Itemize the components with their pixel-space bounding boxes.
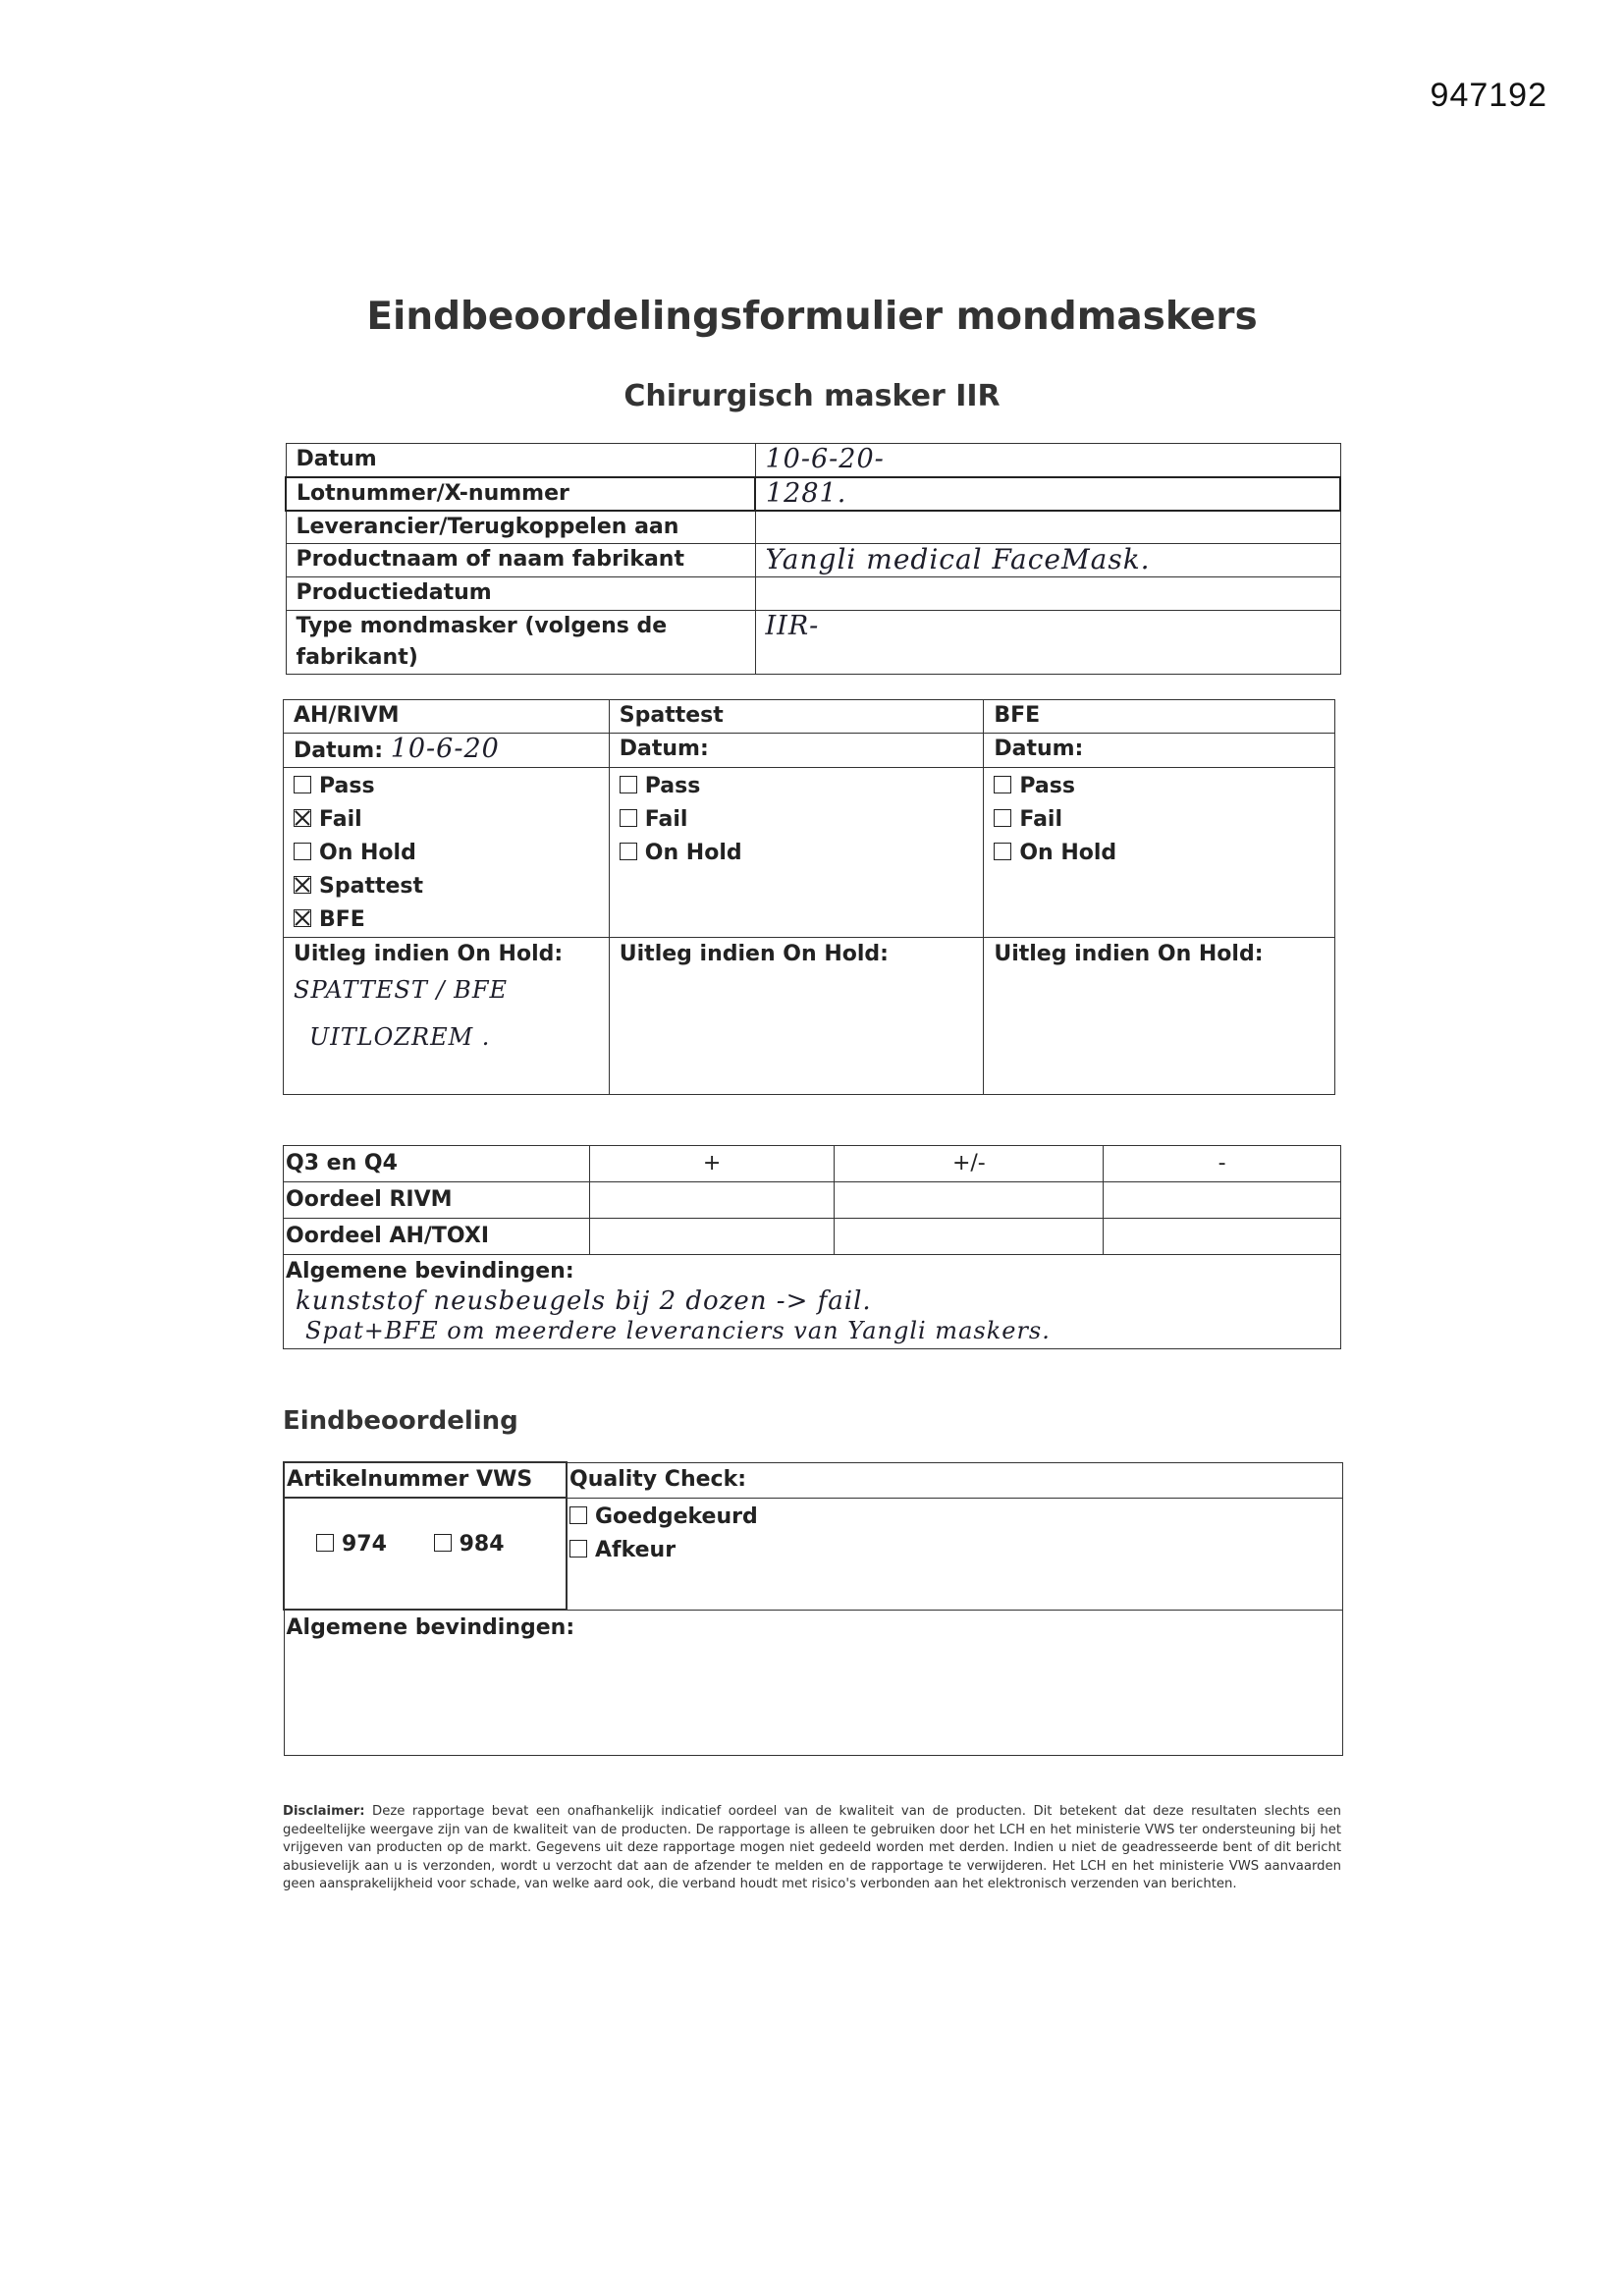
ah-on-hold-option[interactable]: On Hold — [294, 837, 599, 870]
checkbox-icon — [316, 1534, 334, 1552]
assessment-table — [283, 699, 1335, 1095]
oordeel-ah-minus-cell[interactable] — [1104, 1219, 1341, 1255]
eindbeoordeling-table — [283, 1461, 1343, 1756]
plus-header: + — [589, 1146, 835, 1182]
ah-datum-value[interactable]: 10-6-20 — [390, 734, 500, 764]
page-title: Eindbeoordelingsformulier mondmaskers — [366, 295, 1258, 339]
spattest-uitleg-label: Uitleg indien On Hold: — [609, 938, 984, 1095]
ah-datum-label: Datum: — [294, 738, 384, 763]
checkbox-icon — [294, 776, 311, 793]
bevindingen-note-line2[interactable]: Spat+BFE om meerdere leveranciers van Yangli maskers. — [305, 1317, 1051, 1344]
page-subtitle: Chirurgisch masker IIR — [623, 379, 1001, 413]
spattest-fail-option[interactable]: Fail — [620, 803, 974, 837]
info-value-productiedatum[interactable] — [755, 577, 1340, 611]
afkeur-option[interactable]: Afkeur — [569, 1534, 1340, 1567]
checkbox-icon — [620, 776, 637, 793]
info-value-productnaam[interactable]: Yangli medical FaceMask. — [755, 544, 1340, 577]
oordeel-rivm-plusminus-cell[interactable] — [835, 1182, 1104, 1219]
algemene-bevindingen-cell — [284, 1255, 1341, 1349]
option-984[interactable]: 984 — [434, 1532, 505, 1557]
spattest-header: Spattest — [609, 700, 984, 734]
artikelnummer-label: Artikelnummer VWS — [284, 1462, 567, 1498]
checked-checkbox-icon — [294, 809, 311, 827]
info-row-productiedatum — [286, 577, 1340, 611]
option-974[interactable]: 974 — [316, 1532, 387, 1557]
bfe-status-options — [984, 768, 1335, 938]
ah-bfe-option[interactable]: BFE — [294, 903, 599, 937]
info-label: Type mondmasker (volgens de fabrikant) — [286, 611, 755, 675]
info-label: Leverancier/Terugkoppelen aan — [286, 511, 755, 544]
info-label: Productnaam of naam fabrikant — [286, 544, 755, 577]
bfe-pass-option[interactable]: Pass — [994, 770, 1325, 803]
oordeel-rivm-label: Oordeel RIVM — [284, 1182, 590, 1219]
checkbox-icon — [569, 1506, 587, 1524]
ah-uitleg-cell — [284, 938, 610, 1095]
ah-pass-option[interactable]: Pass — [294, 770, 599, 803]
q3-q4-table — [283, 1145, 1341, 1349]
info-value-type[interactable]: IIR- — [755, 611, 1340, 675]
bevindingen-note-line1[interactable]: kunststof neusbeugels bij 2 dozen -> fail. — [296, 1286, 872, 1316]
oordeel-rivm-minus-cell[interactable] — [1104, 1182, 1341, 1219]
oordeel-rivm-plus-cell[interactable] — [589, 1182, 835, 1219]
checkbox-icon — [294, 843, 311, 860]
product-info-table — [285, 443, 1341, 675]
ah-uitleg-text-line1[interactable]: SPATTEST / BFE — [294, 976, 508, 1004]
info-row-lotnummer — [286, 477, 1340, 511]
disclaimer-label: Disclaimer: — [283, 1804, 365, 1819]
checkbox-icon — [620, 843, 637, 860]
artikelnummer-options — [284, 1498, 567, 1610]
ah-header: AH/RIVM — [284, 700, 610, 734]
ah-uitleg-text-line2[interactable]: UITLOZREM . — [309, 1023, 491, 1051]
checkbox-icon — [569, 1540, 587, 1558]
ah-spattest-option[interactable]: Spattest — [294, 870, 599, 903]
checked-checkbox-icon — [294, 909, 311, 927]
plus-minus-header: +/- — [835, 1146, 1104, 1182]
info-row-leverancier — [286, 511, 1340, 544]
document-id: 947192 — [1430, 77, 1547, 114]
checked-checkbox-icon — [294, 876, 311, 894]
checkbox-icon — [994, 776, 1011, 793]
quality-check-options — [567, 1498, 1343, 1610]
bfe-fail-option[interactable]: Fail — [994, 803, 1325, 837]
quality-check-label: Quality Check: — [567, 1462, 1343, 1498]
bfe-header: BFE — [984, 700, 1335, 734]
info-value-leverancier[interactable] — [755, 511, 1340, 544]
ah-fail-option[interactable]: Fail — [294, 803, 599, 837]
oordeel-ah-plus-cell[interactable] — [589, 1219, 835, 1255]
bfe-datum-label: Datum: — [984, 734, 1335, 768]
disclaimer-text: Deze rapportage bevat een onafhankelijk indicatief oordeel van de kwaliteit van de producten. Dit betekent dat deze resultaten slechts een gedeeltelijke weergave zijn van de kwaliteit van de producten. De rapportage is alleen te gebruiken door het LCH en het ministerie VWS ter ondersteuning bij het vrijgeven van producten op de markt. Gegevens uit deze rapportage mogen niet gedeeld worden met derden. Indien u niet de geadresseerde bent of dit bericht abusievelijk aan u is verzonden, wordt u verzocht dat aan de afzender te melden en de rapportage te verwijderen. Het LCH en het ministerie VWS aanvaarden geen aansprakelijkheid voor schade, van welke aard ook, die verband houdt met risico's verbonden aan het elektronisch verzenden van berichten. — [283, 1804, 1341, 1892]
ah-uitleg-label: Uitleg indien On Hold: — [294, 942, 564, 966]
algemene-bevindingen-label: Algemene bevindingen: — [286, 1259, 574, 1284]
spattest-pass-option[interactable]: Pass — [620, 770, 974, 803]
info-label: Datum — [286, 444, 755, 477]
oordeel-ah-plusminus-cell[interactable] — [835, 1219, 1104, 1255]
spattest-on-hold-option[interactable]: On Hold — [620, 837, 974, 870]
minus-header: - — [1104, 1146, 1341, 1182]
checkbox-icon — [994, 843, 1011, 860]
info-value-lotnummer[interactable]: 1281. — [755, 477, 1340, 511]
spattest-datum-label: Datum: — [609, 734, 984, 768]
info-row-type — [286, 611, 1340, 675]
q3q4-header: Q3 en Q4 — [284, 1146, 590, 1182]
spattest-status-options — [609, 768, 984, 938]
info-row-productnaam — [286, 544, 1340, 577]
oordeel-ah-toxi-label: Oordeel AH/TOXI — [284, 1219, 590, 1255]
bfe-uitleg-label: Uitleg indien On Hold: — [984, 938, 1335, 1095]
ah-status-options — [284, 768, 610, 938]
goedgekeurd-option[interactable]: Goedgekeurd — [569, 1501, 1340, 1534]
ah-datum-cell — [284, 734, 610, 768]
info-label: Lotnummer/X-nummer — [286, 477, 755, 511]
checkbox-icon — [994, 809, 1011, 827]
checkbox-icon — [434, 1534, 452, 1552]
checkbox-icon — [620, 809, 637, 827]
eind-algemene-bevindingen[interactable]: Algemene bevindingen: — [284, 1610, 1343, 1755]
bfe-on-hold-option[interactable]: On Hold — [994, 837, 1325, 870]
disclaimer — [283, 1803, 1341, 1894]
info-value-datum[interactable]: 10-6-20- — [755, 444, 1340, 477]
info-label: Productiedatum — [286, 577, 755, 611]
eindbeoordeling-title: Eindbeoordeling — [283, 1406, 518, 1436]
info-row-datum — [286, 444, 1340, 477]
